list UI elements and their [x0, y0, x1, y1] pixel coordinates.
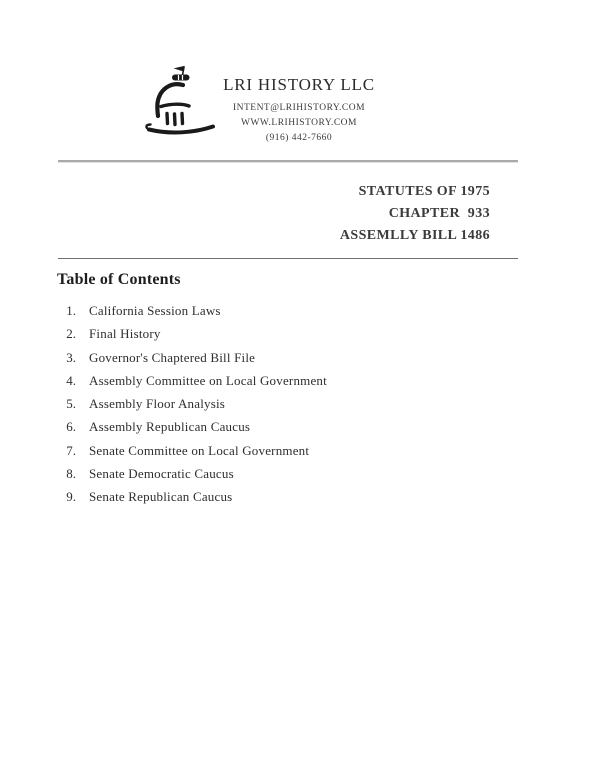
toc-item — [58, 303, 538, 326]
toc-item-number: 4. — [66, 372, 76, 388]
toc-item — [58, 350, 538, 373]
company-phone: (916) 442-7660 — [265, 133, 333, 143]
horizontal-rule-top — [58, 160, 518, 162]
toc-item-label: California Session Laws — [89, 303, 221, 318]
toc-item-label: Assembly Republican Caucus — [89, 419, 251, 435]
toc-item-number: 7. — [66, 442, 76, 458]
toc-item-number: 8. — [66, 466, 76, 482]
toc-item — [58, 326, 538, 349]
chapter-line: CHAPTER 933 — [388, 206, 490, 221]
statutes-line: STATUTES OF 1975 — [358, 184, 490, 199]
toc-item — [58, 419, 538, 442]
company-name: LRI HISTORY LLC — [223, 75, 375, 94]
toc-item-number: 1. — [66, 303, 76, 318]
toc-list — [58, 303, 538, 513]
company-website: WWW.LRIHISTORY.COM — [241, 118, 357, 128]
letterhead — [199, 75, 399, 143]
toc-item-number: 2. — [66, 326, 76, 342]
toc-item-label: Senate Committee on Local Government — [89, 442, 310, 458]
toc-item-label: Assembly Floor Analysis — [89, 396, 226, 412]
toc-heading: Table of Contents — [57, 271, 181, 288]
company-email: INTENT@LRIHISTORY.COM — [232, 103, 366, 113]
statute-reference-block — [58, 181, 490, 247]
bill-line: ASSEMLLY BILL 1486 — [339, 228, 490, 243]
toc-item-number: 3. — [66, 349, 76, 365]
toc-item — [58, 443, 538, 466]
toc-item — [58, 396, 538, 419]
toc-item-label: Senate Republican Caucus — [89, 489, 233, 505]
toc-item-number: 9. — [66, 489, 76, 505]
toc-item — [58, 466, 538, 489]
toc-item-label: Assembly Committee on Local Government — [89, 372, 327, 388]
toc-item-number: 6. — [66, 419, 76, 435]
horizontal-rule-bottom — [58, 258, 518, 259]
toc-item — [58, 373, 538, 396]
toc-item-label: Governor's Chaptered Bill File — [89, 349, 256, 365]
toc-item — [58, 489, 538, 512]
toc-item-number: 5. — [66, 396, 76, 412]
toc-item-label: Final History — [89, 326, 161, 342]
toc-item-label: Senate Democratic Caucus — [89, 466, 234, 482]
